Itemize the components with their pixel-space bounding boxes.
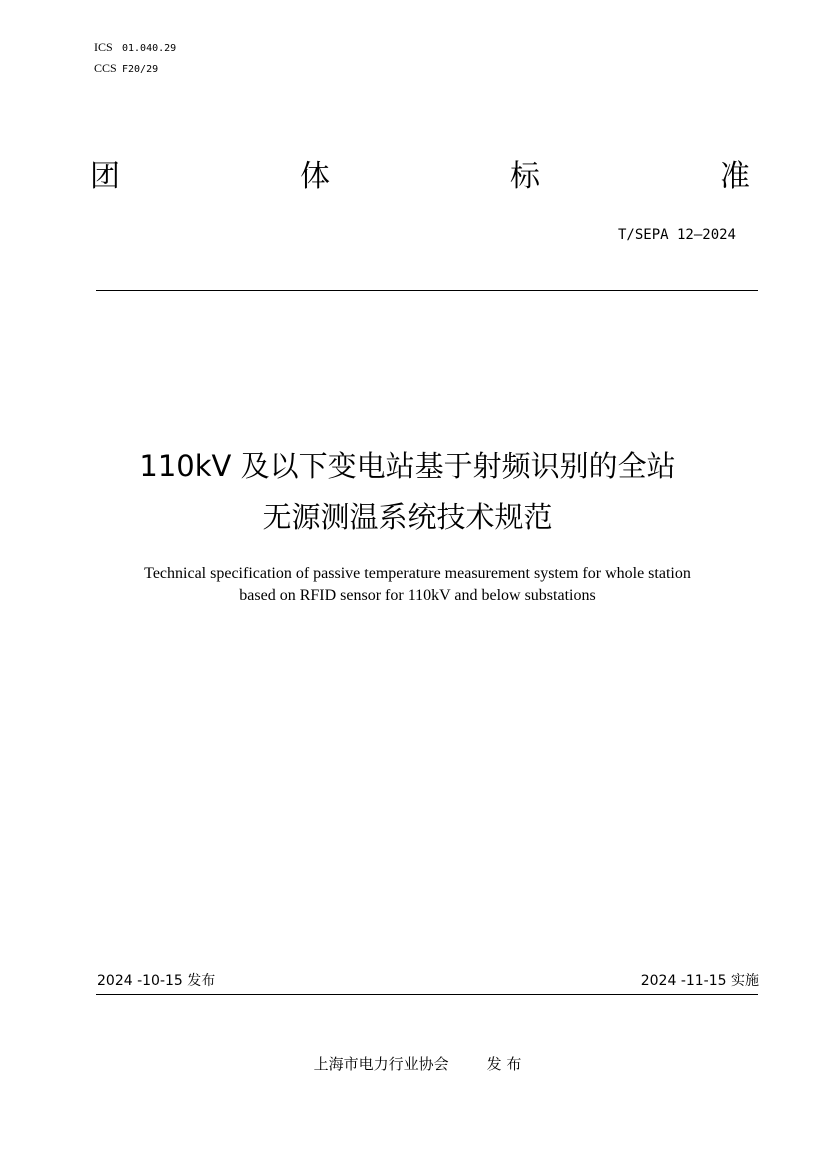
chinese-title-line-2: 无源测温系统技术规范 [262, 500, 553, 534]
standard-type-char: 体 [300, 159, 330, 194]
ccs-classification [94, 61, 158, 77]
standard-type-char: 准 [720, 159, 750, 194]
standard-type-heading [90, 158, 750, 196]
issue-date: 2024 -10-15 发布 [97, 973, 216, 989]
publisher-line [0, 1053, 815, 1075]
ccs-label: CCS [94, 61, 117, 75]
publisher-action: 发 布 [486, 1055, 522, 1073]
english-title-line-2: based on RFID sensor for 110kV and below substations [239, 587, 596, 604]
publisher-name: 上海市电力行业协会 [313, 1055, 449, 1073]
date-divider [96, 994, 758, 995]
standard-number: T/SEPA 12—2024 [617, 227, 736, 243]
ics-code: 01.040.29 [122, 43, 177, 54]
english-title-line-1: Technical specification of passive temperature measurement system for whole station [144, 565, 691, 582]
chinese-title-line-1: 110kV 及以下变电站基于射频识别的全站 [139, 449, 676, 483]
header-divider [96, 290, 758, 291]
implementation-date: 2024 -11-15 实施 [640, 973, 759, 989]
standard-type-char: 标 [510, 159, 540, 194]
standard-type-char: 团 [90, 159, 120, 194]
ics-label: ICS [94, 40, 113, 54]
ccs-code: F20/29 [122, 64, 159, 75]
ics-classification [94, 40, 176, 56]
